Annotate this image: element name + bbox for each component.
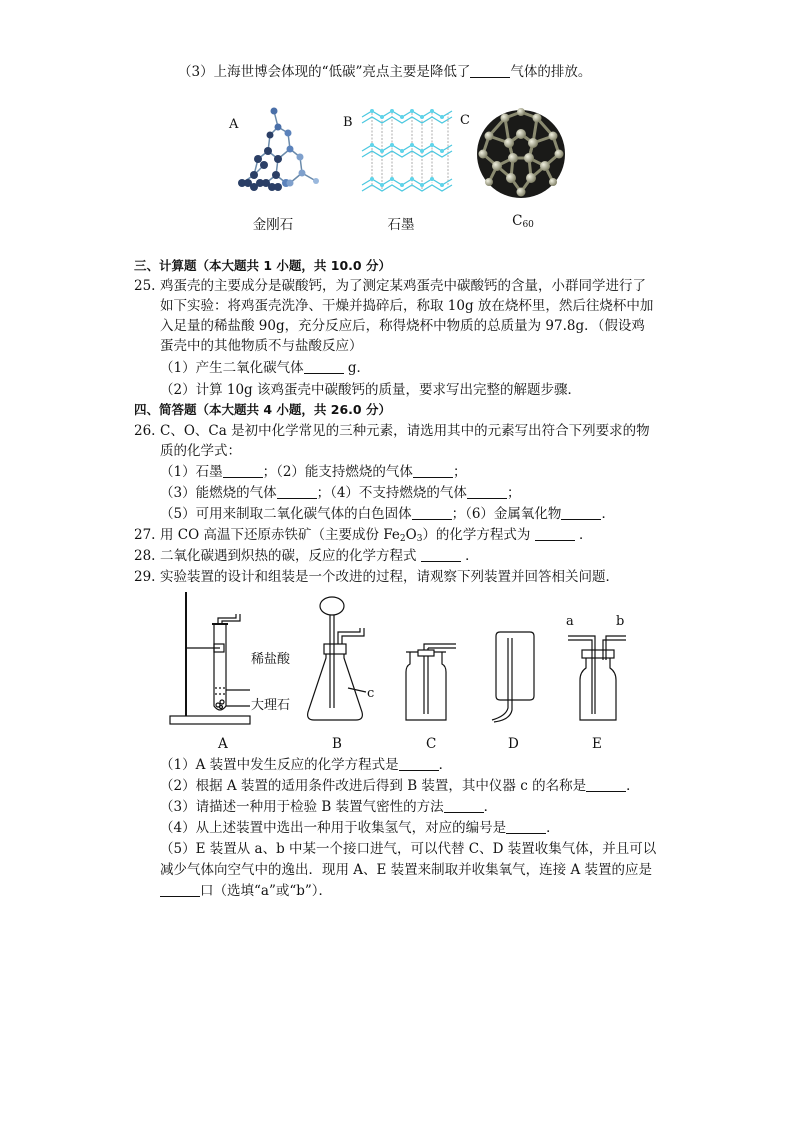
q24-part3-tail: 气体的排放。 bbox=[510, 64, 592, 80]
figure-letter-a: A bbox=[229, 117, 239, 132]
q28-text-pre: 二氧化碳遇到炽热的碳，反应的化学方程式 bbox=[160, 548, 417, 564]
answer-blank[interactable] bbox=[470, 63, 510, 78]
figure-letter-c: C bbox=[460, 113, 470, 128]
answer-blank[interactable] bbox=[421, 547, 461, 562]
apparatus-label-d: D bbox=[508, 736, 519, 752]
apparatus-label-e: E bbox=[592, 736, 602, 752]
answer-blank[interactable] bbox=[413, 463, 453, 478]
q26-row-1 bbox=[160, 462, 466, 482]
q29-part3 bbox=[160, 797, 497, 817]
q29-part1-end: ． bbox=[438, 757, 453, 773]
q29-part4-end: ． bbox=[546, 820, 560, 836]
q24-part3-text: （3）上海世博会体现的“低碳”亮点主要是降低了 bbox=[178, 64, 471, 80]
graphite-structure-image bbox=[358, 103, 454, 195]
figure-letter-b: B bbox=[343, 115, 353, 130]
q29-part4 bbox=[160, 818, 560, 838]
answer-blank[interactable] bbox=[467, 484, 507, 499]
q27-text-post: ）的化学方程式为 bbox=[422, 527, 531, 543]
graphite-caption: 石墨 bbox=[387, 217, 415, 233]
answer-blank[interactable] bbox=[506, 819, 546, 834]
diamond-structure-image bbox=[228, 103, 328, 195]
label-marble: 大理石 bbox=[251, 698, 291, 713]
label-port-b: b bbox=[616, 614, 625, 629]
label-port-a: a bbox=[566, 614, 574, 629]
q25-part2: （2）计算 10g 该鸡蛋壳中碳酸钙的质量，要求写出完整的解题步骤． bbox=[160, 382, 581, 398]
q26-sep: ； bbox=[506, 485, 521, 501]
label-instrument-c: c bbox=[367, 686, 375, 701]
apparatus-label-c: C bbox=[426, 736, 437, 752]
q27-oxygen: O bbox=[405, 527, 417, 543]
q26-end: ． bbox=[601, 506, 615, 522]
q29-part1-text: （1）A 装置中发生反应的化学方程式是 bbox=[160, 757, 399, 773]
q29-part4-text: （4）从上述装置中选出一种用于收集氢气，对应的编号是 bbox=[160, 820, 507, 836]
q25-part1-unit: g． bbox=[347, 360, 371, 376]
q26-item-5: （5）可用来制取二氧化碳气体的白色固体 bbox=[160, 506, 412, 522]
answer-blank[interactable] bbox=[535, 526, 575, 541]
q25-line-2: 如下实验：将鸡蛋壳洗净、干燥并捣碎后，称取 10g 放在烧杯里，然后往烧杯中加 bbox=[160, 298, 654, 314]
section-3-heading: 三、计算题（本大题共 1 小题，共 10.0 分） bbox=[134, 258, 391, 273]
q29-part3-end: ． bbox=[483, 799, 498, 815]
c60-caption-symbol: C bbox=[512, 213, 523, 229]
q26-sep: ； bbox=[452, 464, 467, 480]
apparatus-label-b: B bbox=[332, 736, 342, 752]
q27-subscript-3: 3 bbox=[416, 534, 423, 544]
q29-part1 bbox=[160, 755, 452, 775]
c60-fullerene-image bbox=[473, 106, 569, 202]
label-dilute-hcl: 稀盐酸 bbox=[251, 652, 291, 667]
answer-blank[interactable] bbox=[399, 756, 439, 771]
q29-part2-end: ． bbox=[626, 778, 640, 794]
q28-end: ． bbox=[465, 548, 479, 564]
q29-part2-text: （2）根据 A 装置的适用条件改进后得到 B 装置，其中仪器 c 的名称是 bbox=[160, 778, 587, 794]
answer-blank[interactable] bbox=[304, 359, 344, 374]
q26-row-3 bbox=[160, 504, 615, 524]
question-number-26: 26. bbox=[134, 423, 156, 439]
question-number-29: 29. bbox=[134, 569, 156, 585]
answer-blank[interactable] bbox=[412, 505, 452, 520]
diamond-caption: 金刚石 bbox=[252, 217, 294, 233]
q26-line-2: 质的化学式： bbox=[160, 443, 241, 459]
q26-item-4: ；（4）不支持燃烧的气体 bbox=[316, 485, 467, 501]
q26-row-2 bbox=[160, 483, 520, 503]
q29-part5-line-3-text: 口（选填“a”或“b”）． bbox=[200, 883, 333, 899]
q26-item-6: ；（6）金属氧化物 bbox=[451, 506, 562, 522]
q27-end: ． bbox=[579, 527, 593, 543]
q28-text bbox=[160, 546, 479, 566]
apparatus-label-a: A bbox=[218, 736, 228, 752]
q25-part1 bbox=[160, 358, 370, 378]
question-number-27: 27. bbox=[134, 527, 156, 543]
question-number-25: 25. bbox=[134, 278, 156, 294]
section-4-heading: 四、简答题（本大题共 4 小题，共 26.0 分） bbox=[134, 402, 391, 417]
q24-part3 bbox=[178, 62, 591, 82]
q27-text-pre: 用 CO 高温下还原赤铁矿（主要成份 Fe bbox=[160, 527, 400, 543]
q26-item-1: （1）石墨 bbox=[160, 464, 223, 480]
q29-part5-line-3 bbox=[160, 881, 332, 901]
q25-line-4: 蛋壳中的其他物质不与盐酸反应） bbox=[160, 338, 363, 354]
q29-line-1: 实验装置的设计和组装是一个改进的过程，请观察下列装置并回答相关问题． bbox=[160, 569, 619, 585]
q26-item-3: （3）能燃烧的气体 bbox=[160, 485, 277, 501]
answer-blank[interactable] bbox=[444, 798, 484, 813]
c60-caption-subscript: 60 bbox=[522, 220, 534, 230]
q26-item-2: ；（2）能支持燃烧的气体 bbox=[262, 464, 413, 480]
q29-part5-line-2: 减少气体向空气中的逸出．现用 A、E 装置来制取并收集氧气，连接 A 装置的应是 bbox=[160, 862, 653, 878]
answer-blank[interactable] bbox=[160, 882, 200, 897]
q25-part1-text: （1）产生二氧化碳气体 bbox=[160, 360, 304, 376]
answer-blank[interactable] bbox=[223, 463, 263, 478]
answer-blank[interactable] bbox=[586, 777, 626, 792]
answer-blank[interactable] bbox=[561, 505, 601, 520]
answer-blank[interactable] bbox=[277, 484, 317, 499]
q25-line-1: 鸡蛋壳的主要成分是碳酸钙，为了测定某鸡蛋壳中碳酸钙的含量，小群同学进行了 bbox=[160, 278, 646, 294]
question-number-28: 28. bbox=[134, 548, 156, 564]
q26-line-1: C、O、Ca 是初中化学常见的三种元素，请选用其中的元素写出符合下列要求的物 bbox=[160, 423, 650, 439]
q25-line-3: 入足量的稀盐酸 90g，充分反应后，称得烧杯中物质的总质量为 97.8g．（假设鸡 bbox=[160, 318, 645, 334]
q29-part2 bbox=[160, 776, 640, 796]
c60-caption bbox=[498, 213, 548, 230]
q29-part5-line-1: （5）E 装置从 a、b 中某一个接口进气，可以代替 C、D 装置收集气体，并且可以 bbox=[160, 841, 657, 857]
q27-subscript-2: 2 bbox=[399, 534, 406, 544]
q29-part3-text: （3）请描述一种用于检验 B 装置气密性的方法 bbox=[160, 799, 444, 815]
